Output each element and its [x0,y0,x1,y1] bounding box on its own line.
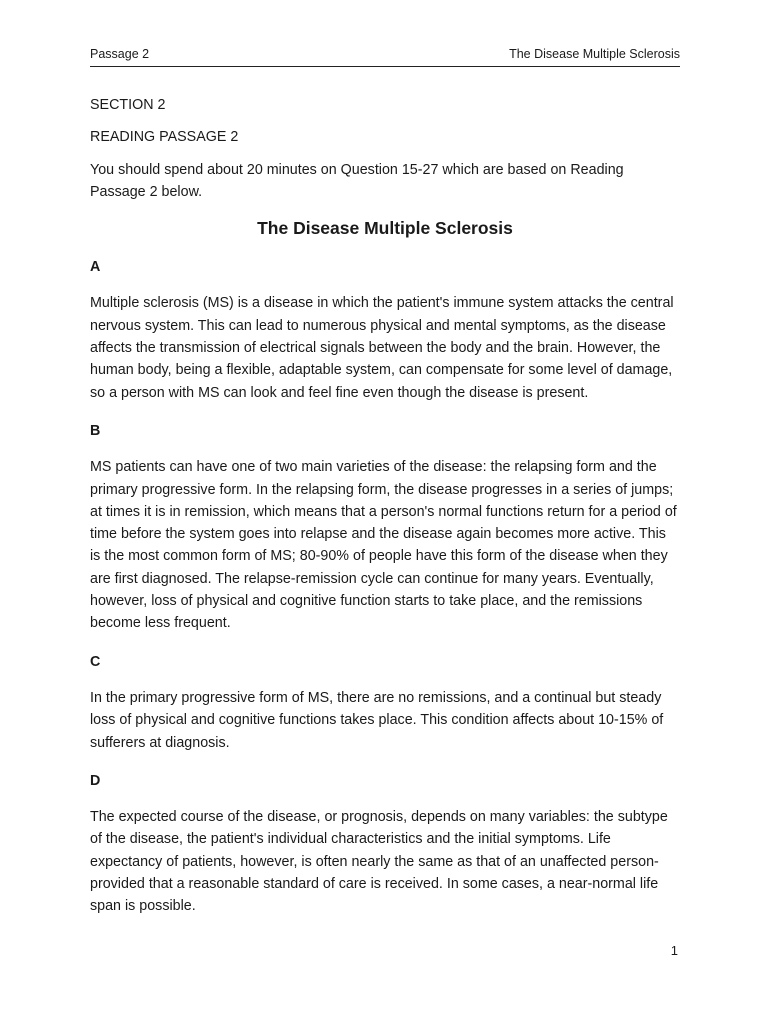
paragraph-b-text: MS patients can have one of two main varieties of the disease: the relapsing form and the primary progressive form. In the relapsing form, the disease progresses in a series of jumps; at times it is in remission, which means that a person's normal functions return for a period of time before the system goes into relapse and the disease again becomes more active. This is the most common form of MS; 80-90% of people have this form of the disease when they are first diagnosed. The relapse-remission cycle can continue for many years. Eventually, however, loss of physical and cognitive function starts to take place, and the remissions become less frequent. [90,459,677,632]
reading-passage-label: READING PASSAGE 2 [90,129,239,146]
paragraph-letter-b: B [90,422,101,439]
running-header [90,46,680,67]
paragraph-c-text: In the primary progressive form of MS, there are no remissions, and a continual but steady loss of physical and cognitive functions takes place. This condition affects about 10-15% of sufferers at diagnosis. [90,689,664,751]
passage-content [90,94,680,934]
section-label: SECTION 2 [90,97,166,113]
header-passage-label: Passage 2 [90,47,150,61]
passage-title: The Disease Multiple Sclerosis [257,218,513,239]
paragraph-letter-a: A [90,259,101,276]
header-document-title: The Disease Multiple Sclerosis [509,47,680,61]
page-number: 1 [670,943,678,958]
paragraph-letter-c: C [90,653,101,670]
paragraph-letter-d: D [90,772,101,789]
paragraph-d-text: The expected course of the disease, or prognosis, depends on many variables: the subtype of the disease, the patient's individual characteristics and the initial symptoms. Life expectancy of patients, however, is often nearly the same as that of an unaffected person-provided that a reasonable standard of care is received. In some cases, a near-normal life span is possible. [90,809,668,915]
paragraph-a-text: Multiple sclerosis (MS) is a disease in which the patient's immune system attacks the central nervous system. This can lead to numerous physical and mental symptoms, as the disease affects the transmission of electrical signals between the body and the brain. However, the human body, being a flexible, adaptable system, can compensate for some level of damage, so a person with MS can look and feel fine even though the disease is present. [90,295,674,401]
instructions-text: You should spend about 20 minutes on Question 15-27 which are based on Reading Passage 2 below. [90,161,624,200]
